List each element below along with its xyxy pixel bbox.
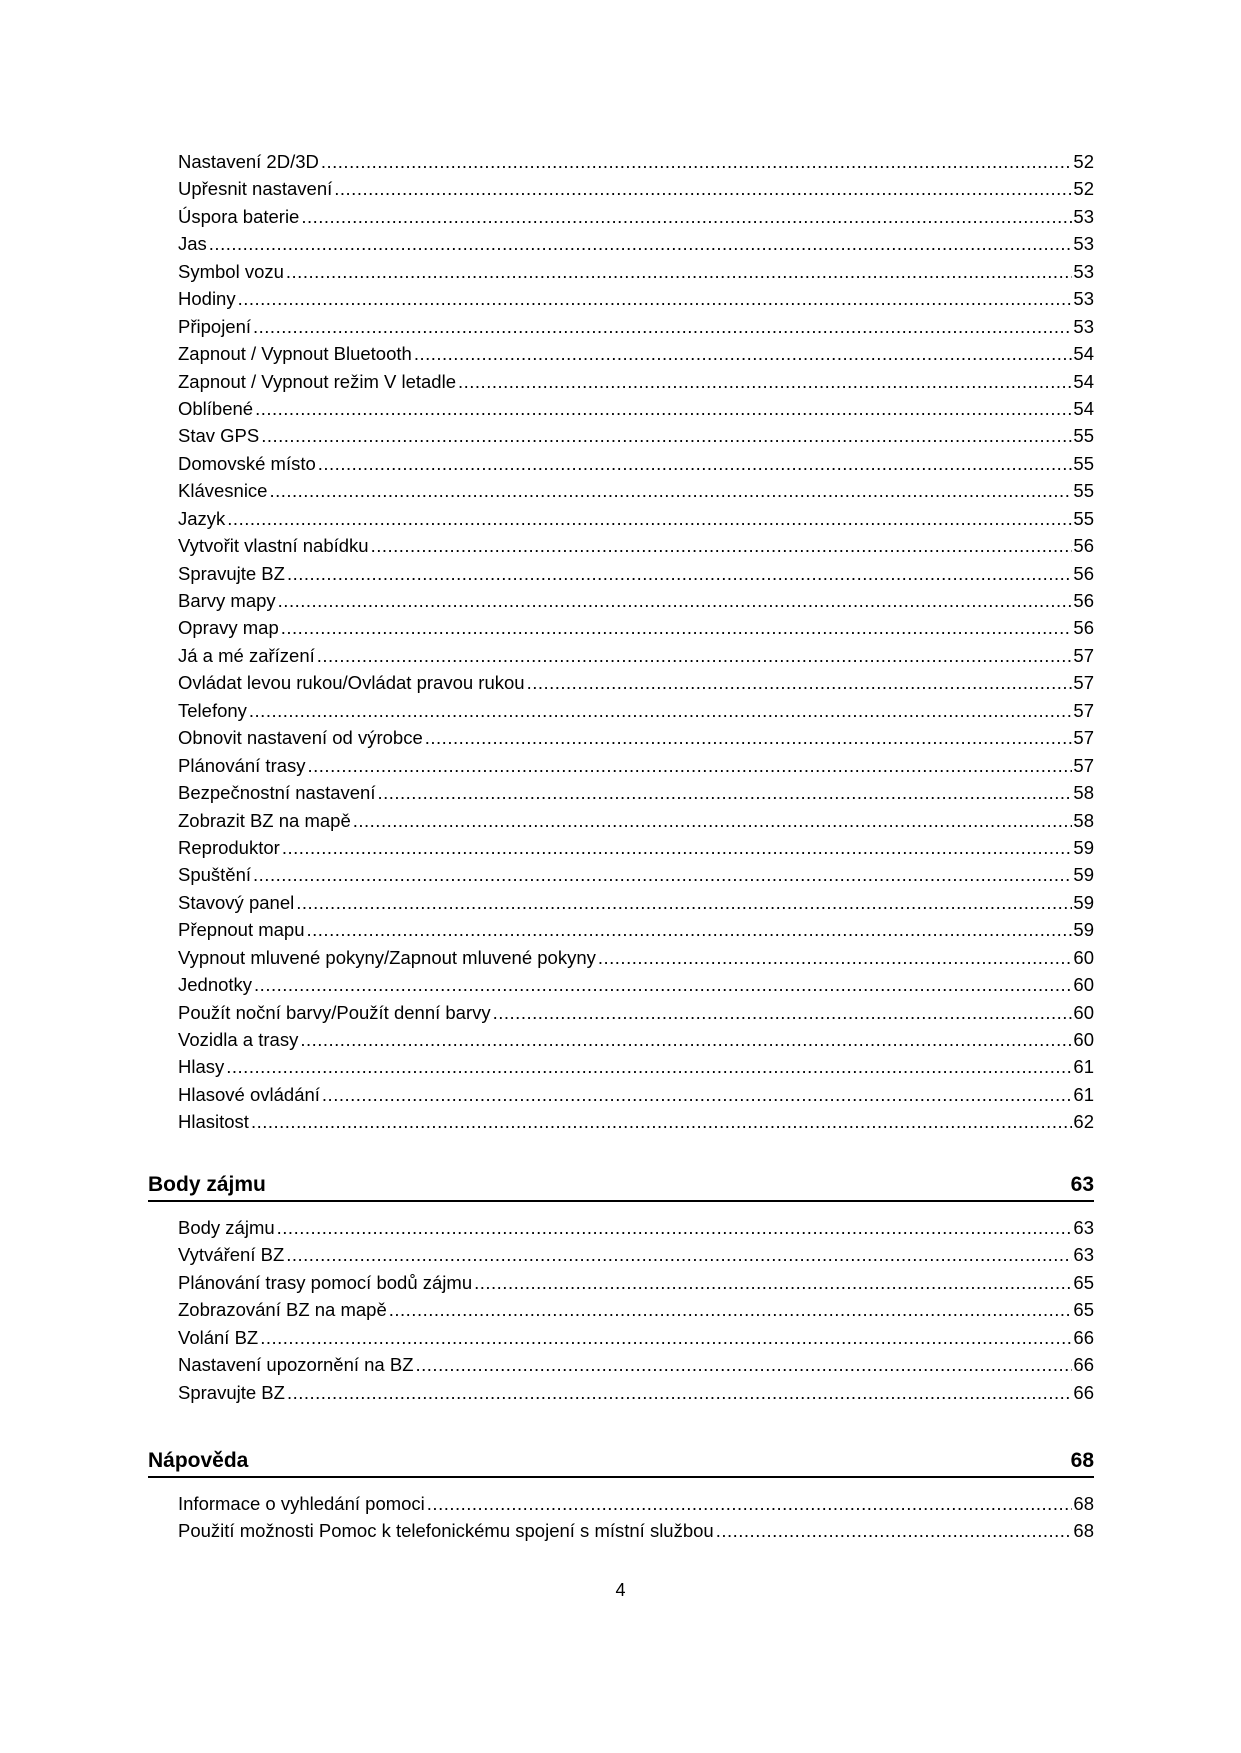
dot-leader [321, 148, 1073, 175]
page-number: 4 [615, 1580, 626, 1600]
toc-entry[interactable] [178, 752, 1094, 779]
toc-entry-title: Nastavení 2D/3D [178, 151, 319, 172]
toc-entry-title: Připojení [178, 315, 252, 337]
toc-entry-title: Jas [178, 233, 207, 255]
toc-entry[interactable] [178, 230, 1094, 257]
toc-entry-title: Hlasitost [178, 1111, 249, 1133]
dot-leader [493, 999, 1073, 1026]
dot-leader [287, 1379, 1072, 1406]
toc-entry-page: 57 [1073, 672, 1094, 694]
toc-entry[interactable] [178, 1214, 1094, 1241]
toc-entry[interactable] [178, 916, 1094, 943]
toc-entry[interactable] [178, 477, 1094, 504]
toc-entry-page: 63 [1073, 1244, 1094, 1266]
dot-leader [255, 395, 1072, 422]
toc-entry[interactable] [178, 422, 1094, 449]
toc-entry-title: Symbol vozu [178, 260, 284, 282]
dot-leader [209, 230, 1073, 257]
toc-entry-title: Spuštění [178, 864, 252, 886]
section-heading-page: 63 [1070, 1173, 1094, 1196]
toc-entry[interactable] [178, 1026, 1094, 1053]
dot-leader [527, 669, 1073, 696]
toc-entry[interactable] [178, 779, 1094, 806]
toc-entry-title: Vozidla a trasy [178, 1029, 299, 1050]
toc-entry-page: 60 [1073, 946, 1094, 968]
dot-leader [251, 1108, 1072, 1135]
toc-entry[interactable] [178, 971, 1094, 998]
toc-entry[interactable] [178, 1324, 1094, 1351]
section-heading-napoveda[interactable] [148, 1444, 1094, 1478]
toc-entry-title: Obnovit nastavení od výrobce [178, 727, 423, 749]
toc-entry-title: Jednotky [178, 974, 253, 996]
toc-entry[interactable] [178, 258, 1094, 285]
toc-entry-page: 53 [1073, 260, 1094, 282]
toc-entry-page: 59 [1073, 864, 1094, 886]
dot-leader [253, 313, 1072, 340]
toc-entry-page: 56 [1073, 535, 1094, 557]
toc-entry-page: 54 [1073, 370, 1094, 392]
toc-entry-title: Vytvořit vlastní nabídku [178, 535, 369, 557]
toc-entry[interactable] [178, 505, 1094, 532]
toc-entry[interactable] [178, 203, 1094, 230]
dot-leader [249, 697, 1073, 724]
toc-entry-page: 58 [1073, 809, 1094, 831]
toc-entry[interactable] [178, 587, 1094, 614]
dot-leader [334, 175, 1072, 202]
dot-leader [427, 1490, 1073, 1517]
toc-entry-page: 57 [1073, 727, 1094, 749]
toc-entry-page: 66 [1073, 1381, 1094, 1403]
dot-leader [254, 971, 1072, 998]
dot-leader [389, 1296, 1073, 1323]
toc-entry[interactable] [178, 175, 1094, 202]
toc-entry-title: Použít noční barvy/Použít denní barvy [178, 1001, 491, 1023]
toc-entry-title: Domovské místo [178, 452, 316, 474]
toc-entry-title: Vytváření BZ [178, 1244, 285, 1266]
section-heading-page: 68 [1070, 1449, 1094, 1472]
toc-entry-title: Jazyk [178, 507, 226, 529]
toc-entry-title: Zapnout / Vypnout režim V letadle [178, 370, 456, 392]
dot-leader [301, 203, 1072, 230]
toc-entry-page: 56 [1073, 617, 1094, 639]
dot-leader [353, 807, 1073, 834]
toc-entry-page: 56 [1073, 590, 1094, 611]
dot-leader [277, 1214, 1073, 1241]
toc-entry-page: 62 [1073, 1111, 1094, 1133]
toc-entry-title: Opravy map [178, 617, 279, 639]
toc-settings-list [178, 148, 1094, 1136]
toc-entry-page: 60 [1073, 974, 1094, 996]
toc-entry[interactable] [178, 834, 1094, 861]
toc-entry-page: 57 [1073, 699, 1094, 721]
toc-entry-page: 58 [1073, 782, 1094, 804]
toc-entry[interactable] [178, 614, 1094, 641]
toc-entry-title: Oblíbené [178, 397, 254, 419]
toc-entry[interactable] [178, 285, 1094, 312]
toc-entry-title: Zobrazování BZ na mapě [178, 1299, 387, 1321]
toc-entry-page: 60 [1073, 1001, 1094, 1023]
toc-entry[interactable] [178, 861, 1094, 888]
toc-entry-title: Plánování trasy [178, 754, 306, 776]
toc-entry-title: Volání BZ [178, 1326, 259, 1348]
toc-entry[interactable] [178, 560, 1094, 587]
toc-entry-title: Telefony [178, 699, 247, 721]
dot-leader [458, 368, 1072, 395]
toc-entry-page: 53 [1073, 288, 1094, 310]
dot-leader [226, 1053, 1072, 1080]
toc-entry-page: 53 [1073, 205, 1094, 227]
dot-leader [414, 340, 1073, 367]
dot-leader [286, 1241, 1072, 1268]
toc-entry-page: 65 [1073, 1299, 1094, 1321]
toc-entry-title: Nastavení upozornění na BZ [178, 1354, 414, 1376]
section-heading-title: Nápověda [148, 1449, 249, 1472]
toc-entry-title: Použití možnosti Pomoc k telefonickému spojení s místní službou [178, 1520, 714, 1542]
dot-leader [287, 560, 1072, 587]
toc-entry[interactable] [178, 1379, 1094, 1406]
toc-entry-title: Stavový panel [178, 891, 295, 913]
toc-entry-title: Informace o vyhledání pomoci [178, 1493, 425, 1514]
dot-leader [598, 944, 1073, 971]
toc-entry-page: 66 [1073, 1354, 1094, 1376]
toc-entry-page: 68 [1073, 1520, 1094, 1542]
toc-entry-title: Hodiny [178, 288, 236, 310]
dot-leader [282, 834, 1073, 861]
dot-leader [377, 779, 1072, 806]
dot-leader [318, 450, 1073, 477]
dot-leader [296, 889, 1072, 916]
toc-entry-page: 57 [1073, 754, 1094, 776]
toc-entry-page: 54 [1073, 343, 1094, 365]
toc-entry[interactable] [178, 642, 1094, 669]
toc-entry[interactable] [178, 1108, 1094, 1135]
toc-entry-title: Hlasové ovládání [178, 1083, 320, 1105]
toc-entry[interactable] [178, 1490, 1094, 1517]
section-heading-title: Body zájmu [148, 1173, 266, 1196]
toc-entry-title: Zobrazit BZ na mapě [178, 809, 351, 831]
toc-entry-page: 53 [1073, 233, 1094, 255]
toc-entry-title: Body zájmu [178, 1217, 275, 1238]
toc-entry-page: 61 [1073, 1083, 1094, 1105]
dot-leader [308, 752, 1073, 779]
toc-entry-page: 65 [1073, 1271, 1094, 1293]
dot-leader [716, 1517, 1073, 1544]
toc-entry[interactable] [178, 148, 1094, 175]
toc-entry[interactable] [178, 1241, 1094, 1268]
toc-entry-page: 59 [1073, 836, 1094, 858]
toc-entry[interactable] [178, 999, 1094, 1026]
toc-entry-page: 55 [1073, 480, 1094, 502]
dot-leader [269, 477, 1072, 504]
toc-entry-page: 53 [1073, 315, 1094, 337]
toc-entry-page: 55 [1073, 452, 1094, 474]
toc-entry-title: Přepnout mapu [178, 919, 305, 941]
toc-entry-page: 54 [1073, 397, 1094, 419]
toc-entry[interactable] [178, 532, 1094, 559]
toc-entry-page: 60 [1073, 1029, 1094, 1050]
toc-entry-title: Barvy mapy [178, 590, 276, 611]
toc-entry-page: 55 [1073, 507, 1094, 529]
toc-entry[interactable] [178, 313, 1094, 340]
toc-entry-title: Klávesnice [178, 480, 268, 502]
dot-leader [227, 505, 1072, 532]
toc-body-zajmu-list [178, 1214, 1094, 1406]
dot-leader [261, 422, 1072, 449]
toc-entry[interactable] [178, 340, 1094, 367]
dot-leader [307, 916, 1073, 943]
toc-entry-title: Stav GPS [178, 425, 260, 447]
section-heading-body-zajmu[interactable] [148, 1168, 1094, 1202]
toc-entry[interactable] [178, 944, 1094, 971]
toc-entry-page: 59 [1073, 919, 1094, 941]
dot-leader [322, 1081, 1073, 1108]
toc-entry[interactable] [178, 1081, 1094, 1108]
toc-entry[interactable] [178, 889, 1094, 916]
toc-entry-page: 52 [1073, 151, 1094, 172]
toc-entry[interactable] [178, 1351, 1094, 1378]
dot-leader [474, 1269, 1072, 1296]
toc-entry-title: Já a mé zařízení [178, 644, 315, 666]
toc-entry[interactable] [178, 1053, 1094, 1080]
dot-leader [260, 1324, 1072, 1351]
toc-entry-title: Spravujte BZ [178, 562, 285, 584]
toc-entry-page: 66 [1073, 1326, 1094, 1348]
toc-napoveda-list [178, 1490, 1094, 1545]
dot-leader [317, 642, 1073, 669]
toc-entry-title: Reproduktor [178, 836, 280, 858]
toc-entry-page: 56 [1073, 562, 1094, 584]
toc-entry[interactable] [178, 1517, 1094, 1544]
toc-entry-page: 55 [1073, 425, 1094, 447]
toc-entry-title: Hlasy [178, 1056, 225, 1078]
toc-entry-page: 68 [1073, 1493, 1094, 1514]
toc-entry[interactable] [178, 368, 1094, 395]
dot-leader [238, 285, 1073, 312]
toc-entry-page: 57 [1073, 644, 1094, 666]
toc-entry-title: Plánování trasy pomocí bodů zájmu [178, 1271, 473, 1293]
toc-entry-page: 63 [1073, 1217, 1094, 1238]
toc-entry-title: Upřesnit nastavení [178, 178, 333, 200]
toc-entry[interactable] [178, 807, 1094, 834]
toc-entry[interactable] [178, 395, 1094, 422]
dot-leader [371, 532, 1073, 559]
toc-entry[interactable] [178, 1269, 1094, 1296]
dot-leader [286, 258, 1073, 285]
dot-leader [300, 1026, 1072, 1053]
toc-entry-title: Úspora baterie [178, 205, 300, 227]
dot-leader [253, 861, 1072, 888]
toc-entry-page: 52 [1073, 178, 1094, 200]
toc-entry-title: Ovládat levou rukou/Ovládat pravou rukou [178, 672, 525, 694]
toc-entry-page: 59 [1073, 891, 1094, 913]
toc-entry-title: Spravujte BZ [178, 1381, 285, 1403]
dot-leader [416, 1351, 1073, 1378]
dot-leader [281, 614, 1073, 641]
toc-entry[interactable] [178, 669, 1094, 696]
toc-entry-page: 61 [1073, 1056, 1094, 1078]
toc-entry-title: Zapnout / Vypnout Bluetooth [178, 343, 412, 365]
toc-entry[interactable] [178, 1296, 1094, 1323]
dot-leader [278, 587, 1073, 614]
dot-leader [425, 724, 1073, 751]
toc-entry[interactable] [178, 697, 1094, 724]
toc-entry-title: Vypnout mluvené pokyny/Zapnout mluvené pokyny [178, 946, 596, 968]
toc-entry-title: Bezpečnostní nastavení [178, 782, 376, 804]
toc-entry[interactable] [178, 450, 1094, 477]
toc-entry[interactable] [178, 724, 1094, 751]
